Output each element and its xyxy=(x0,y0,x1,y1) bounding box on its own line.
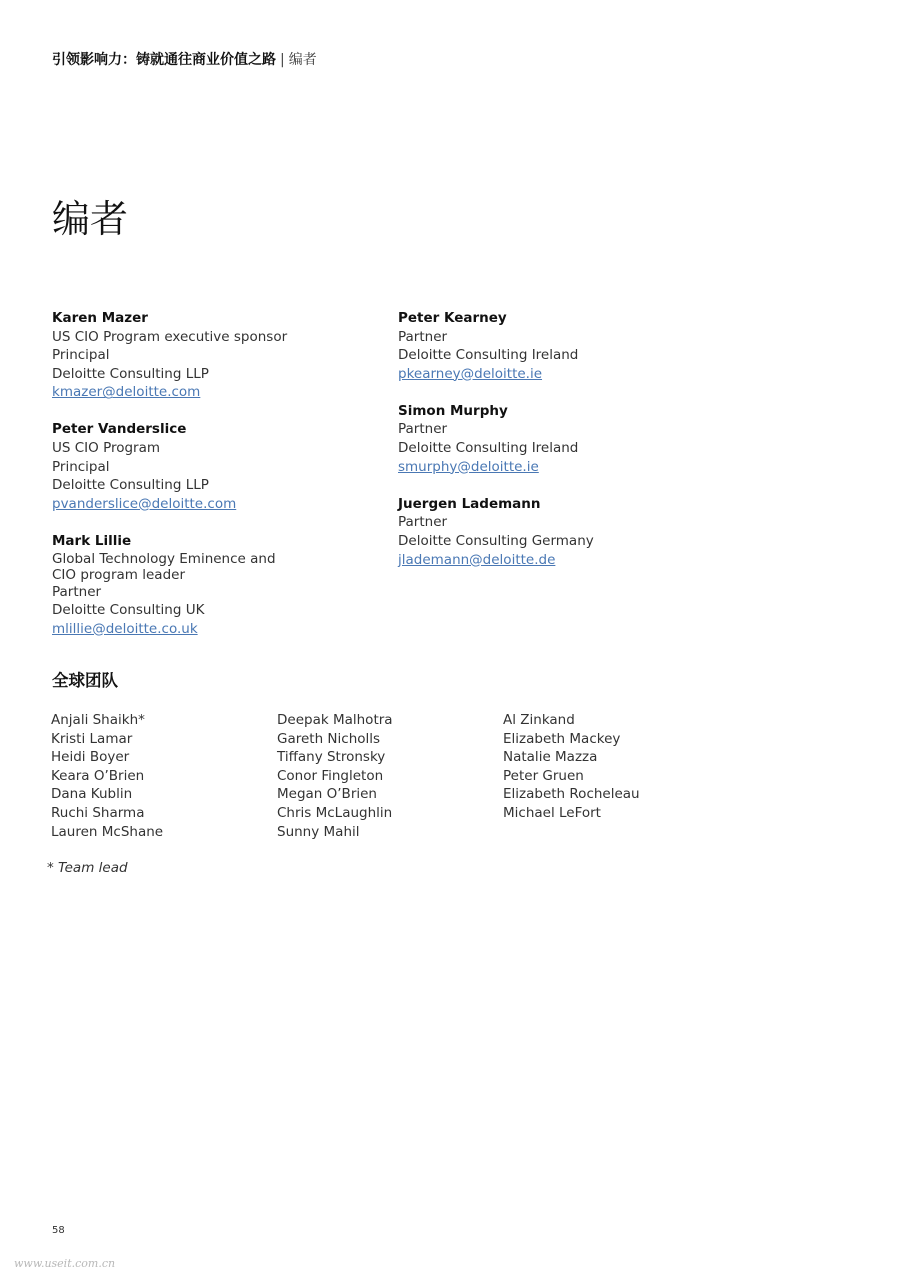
contact-email-link[interactable]: pvanderslice@deloitte.com xyxy=(52,495,237,512)
team-member: Keara O’Brien xyxy=(51,767,145,784)
team-member: Dana Kublin xyxy=(51,786,133,803)
contact-name: Peter Kearney xyxy=(398,310,507,326)
contacts-right-column xyxy=(398,309,718,588)
team-member: Chris McLaughlin xyxy=(277,804,393,821)
contact-role-line-1: Global Technology Eminence and xyxy=(52,550,276,567)
team-member: Heidi Boyer xyxy=(51,749,130,766)
contact-title: Partner xyxy=(398,514,448,531)
team-member: Gareth Nicholls xyxy=(277,730,381,747)
page-number: 58 xyxy=(52,1225,65,1236)
contact-email-link[interactable]: pkearney@deloitte.ie xyxy=(398,365,543,382)
running-header xyxy=(52,49,317,69)
contact-company: Deloitte Consulting Ireland xyxy=(398,347,579,364)
contact-company: Deloitte Consulting LLP xyxy=(52,477,209,494)
header-doc-title: 引领影响力：铸就通往商业价值之路 xyxy=(52,52,276,68)
team-member: Kristi Lamar xyxy=(51,730,133,747)
contact-name: Peter Vanderslice xyxy=(52,421,187,438)
team-member: Elizabeth Rocheleau xyxy=(503,786,640,803)
contact-name: Mark Lillie xyxy=(52,532,132,549)
team-member: Sunny Mahil xyxy=(277,823,360,840)
contact-simon-murphy xyxy=(398,402,718,476)
contact-role: US CIO Program xyxy=(52,440,161,457)
contact-peter-kearney xyxy=(398,309,718,383)
contact-peter-vanderslice xyxy=(52,420,372,513)
team-member: Anjali Shaikh* xyxy=(51,712,145,728)
team-member: Michael LeFort xyxy=(503,804,601,821)
team-member: Tiffany Stronsky xyxy=(277,749,386,766)
team-column-1 xyxy=(51,711,163,841)
contacts-left-column xyxy=(52,309,372,657)
contact-email-link[interactable]: kmazer@deloitte.com xyxy=(52,384,201,401)
team-member: Deepak Malhotra xyxy=(277,712,393,728)
contact-title: Partner xyxy=(398,328,448,345)
team-column-2 xyxy=(277,711,393,841)
team-member: Al Zinkand xyxy=(503,712,575,728)
contact-title: Partner xyxy=(398,421,448,438)
team-member: Natalie Mazza xyxy=(503,749,598,766)
contact-email-link[interactable]: jlademann@deloitte.de xyxy=(398,551,556,568)
contact-title: Principal xyxy=(52,347,110,364)
page-title: 编者 xyxy=(52,197,129,241)
header-section: 编者 xyxy=(288,52,317,68)
team-member: Lauren McShane xyxy=(51,823,164,840)
team-member: Peter Gruen xyxy=(503,767,584,784)
contact-juergen-lademann xyxy=(398,495,718,569)
global-team-heading: 全球团队 xyxy=(52,671,118,690)
contact-mark-lillie xyxy=(52,532,372,638)
header-separator: | xyxy=(280,52,285,68)
contact-company: Deloitte Consulting Germany xyxy=(398,532,594,549)
contact-email-link[interactable]: mlillie@deloitte.co.uk xyxy=(52,620,198,637)
contact-email-link[interactable]: smurphy@deloitte.ie xyxy=(398,458,539,475)
contact-role: US CIO Program executive sponsor xyxy=(52,328,288,345)
team-member: Megan O’Brien xyxy=(277,786,377,803)
watermark: www.useit.com.cn xyxy=(14,1257,116,1270)
contact-karen-mazer xyxy=(52,309,372,402)
team-member: Conor Fingleton xyxy=(277,767,384,784)
contact-title: Principal xyxy=(52,458,110,475)
contact-name: Karen Mazer xyxy=(52,310,148,326)
contact-title: Partner xyxy=(52,583,102,600)
team-member: Elizabeth Mackey xyxy=(503,730,621,747)
contact-company: Deloitte Consulting UK xyxy=(52,602,205,619)
team-member: Ruchi Sharma xyxy=(51,804,145,821)
contact-company: Deloitte Consulting LLP xyxy=(52,365,209,382)
team-column-3 xyxy=(503,711,640,823)
contact-role-line-2: CIO program leader xyxy=(52,566,185,583)
contact-company: Deloitte Consulting Ireland xyxy=(398,440,579,457)
team-lead-footnote: * Team lead xyxy=(47,860,128,876)
contact-name: Simon Murphy xyxy=(398,402,508,419)
contact-name: Juergen Lademann xyxy=(398,495,541,512)
